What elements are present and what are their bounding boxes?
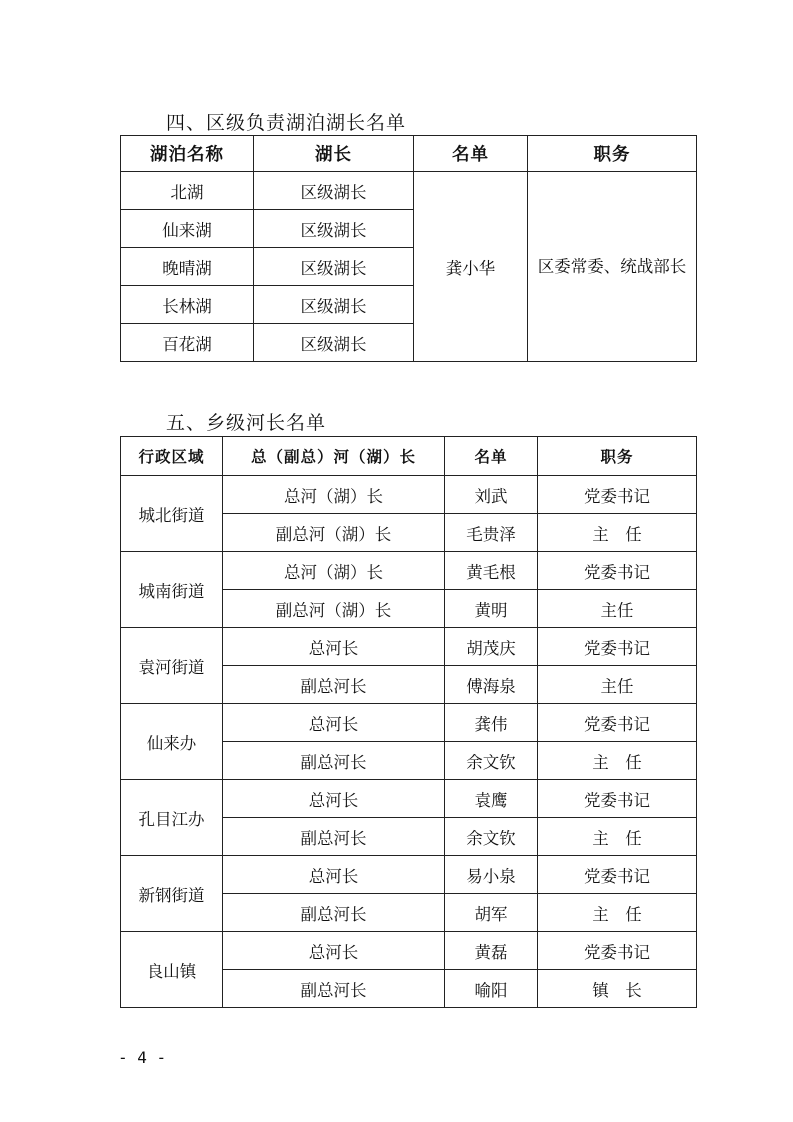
person-name-cell: 胡茂庆: [445, 628, 538, 666]
position-cell: 主 任: [538, 742, 697, 780]
page-number: - 4 -: [118, 1048, 167, 1067]
table-row: [121, 628, 697, 666]
table-row: [121, 476, 697, 514]
role-cell: 总河长: [223, 856, 445, 894]
table-row: [121, 856, 697, 894]
lake-chief-cell: 区级湖长: [254, 324, 414, 362]
role-cell: 副总河（湖）长: [223, 590, 445, 628]
role-cell: 总河长: [223, 628, 445, 666]
person-name-cell: 黄磊: [445, 932, 538, 970]
person-name-cell: 胡军: [445, 894, 538, 932]
lake-chief-cell: 区级湖长: [254, 172, 414, 210]
person-name-cell: 龚伟: [445, 704, 538, 742]
position-cell: 镇 长: [538, 970, 697, 1008]
lake-name-cell: 长林湖: [121, 286, 254, 324]
person-name-cell: 黄毛根: [445, 552, 538, 590]
role-cell: 总河长: [223, 932, 445, 970]
position-cell: 区委常委、统战部长: [528, 172, 697, 362]
lake-name-cell: 北湖: [121, 172, 254, 210]
section4-title: 四、区级负责湖泊湖长名单: [166, 112, 407, 134]
header-lake-chief: 湖长: [254, 136, 414, 172]
position-cell: 党委书记: [538, 932, 697, 970]
person-name-cell: 毛贵泽: [445, 514, 538, 552]
table-row: [121, 552, 697, 590]
person-name-cell: 黄明: [445, 590, 538, 628]
table-row: [121, 172, 697, 210]
header-position: 职务: [538, 437, 697, 476]
region-cell: 城北街道: [121, 476, 223, 552]
person-name-cell: 易小泉: [445, 856, 538, 894]
table-row: [121, 780, 697, 818]
position-cell: 党委书记: [538, 780, 697, 818]
header-lake-name: 湖泊名称: [121, 136, 254, 172]
lake-chief-table: [120, 135, 697, 362]
person-name-cell: 喻阳: [445, 970, 538, 1008]
position-cell: 党委书记: [538, 856, 697, 894]
role-cell: 副总河长: [223, 742, 445, 780]
position-cell: 党委书记: [538, 704, 697, 742]
region-cell: 良山镇: [121, 932, 223, 1008]
header-region: 行政区域: [121, 437, 223, 476]
position-cell: 主任: [538, 666, 697, 704]
position-cell: 主 任: [538, 818, 697, 856]
position-cell: 党委书记: [538, 552, 697, 590]
person-name-cell: 刘武: [445, 476, 538, 514]
role-cell: 副总河（湖）长: [223, 514, 445, 552]
region-cell: 袁河街道: [121, 628, 223, 704]
position-cell: 主任: [538, 590, 697, 628]
table-header-row: [121, 136, 697, 172]
position-cell: 主 任: [538, 514, 697, 552]
header-river-chief-role: 总（副总）河（湖）长: [223, 437, 445, 476]
position-cell: 党委书记: [538, 476, 697, 514]
region-cell: 新钢街道: [121, 856, 223, 932]
table-row: [121, 932, 697, 970]
lake-name-cell: 仙来湖: [121, 210, 254, 248]
person-name-cell: 龚小华: [414, 172, 528, 362]
person-name-cell: 袁鹰: [445, 780, 538, 818]
person-name-cell: 余文钦: [445, 818, 538, 856]
role-cell: 副总河长: [223, 894, 445, 932]
role-cell: 总河长: [223, 780, 445, 818]
header-position: 职务: [528, 136, 697, 172]
position-cell: 党委书记: [538, 628, 697, 666]
person-name-cell: 傅海泉: [445, 666, 538, 704]
lake-chief-cell: 区级湖长: [254, 248, 414, 286]
lake-name-cell: 百花湖: [121, 324, 254, 362]
township-river-chief-table: [120, 436, 697, 1008]
region-cell: 城南街道: [121, 552, 223, 628]
role-cell: 总河（湖）长: [223, 552, 445, 590]
role-cell: 总河（湖）长: [223, 476, 445, 514]
lake-name-cell: 晚晴湖: [121, 248, 254, 286]
section5-title: 五、乡级河长名单: [166, 412, 327, 434]
header-name-list: 名单: [414, 136, 528, 172]
region-cell: 仙来办: [121, 704, 223, 780]
lake-chief-cell: 区级湖长: [254, 286, 414, 324]
region-cell: 孔目江办: [121, 780, 223, 856]
role-cell: 总河长: [223, 704, 445, 742]
table-header-row: [121, 437, 697, 476]
header-name-list: 名单: [445, 437, 538, 476]
role-cell: 副总河长: [223, 970, 445, 1008]
role-cell: 副总河长: [223, 666, 445, 704]
position-cell: 主 任: [538, 894, 697, 932]
lake-chief-cell: 区级湖长: [254, 210, 414, 248]
role-cell: 副总河长: [223, 818, 445, 856]
table-row: [121, 704, 697, 742]
person-name-cell: 余文钦: [445, 742, 538, 780]
